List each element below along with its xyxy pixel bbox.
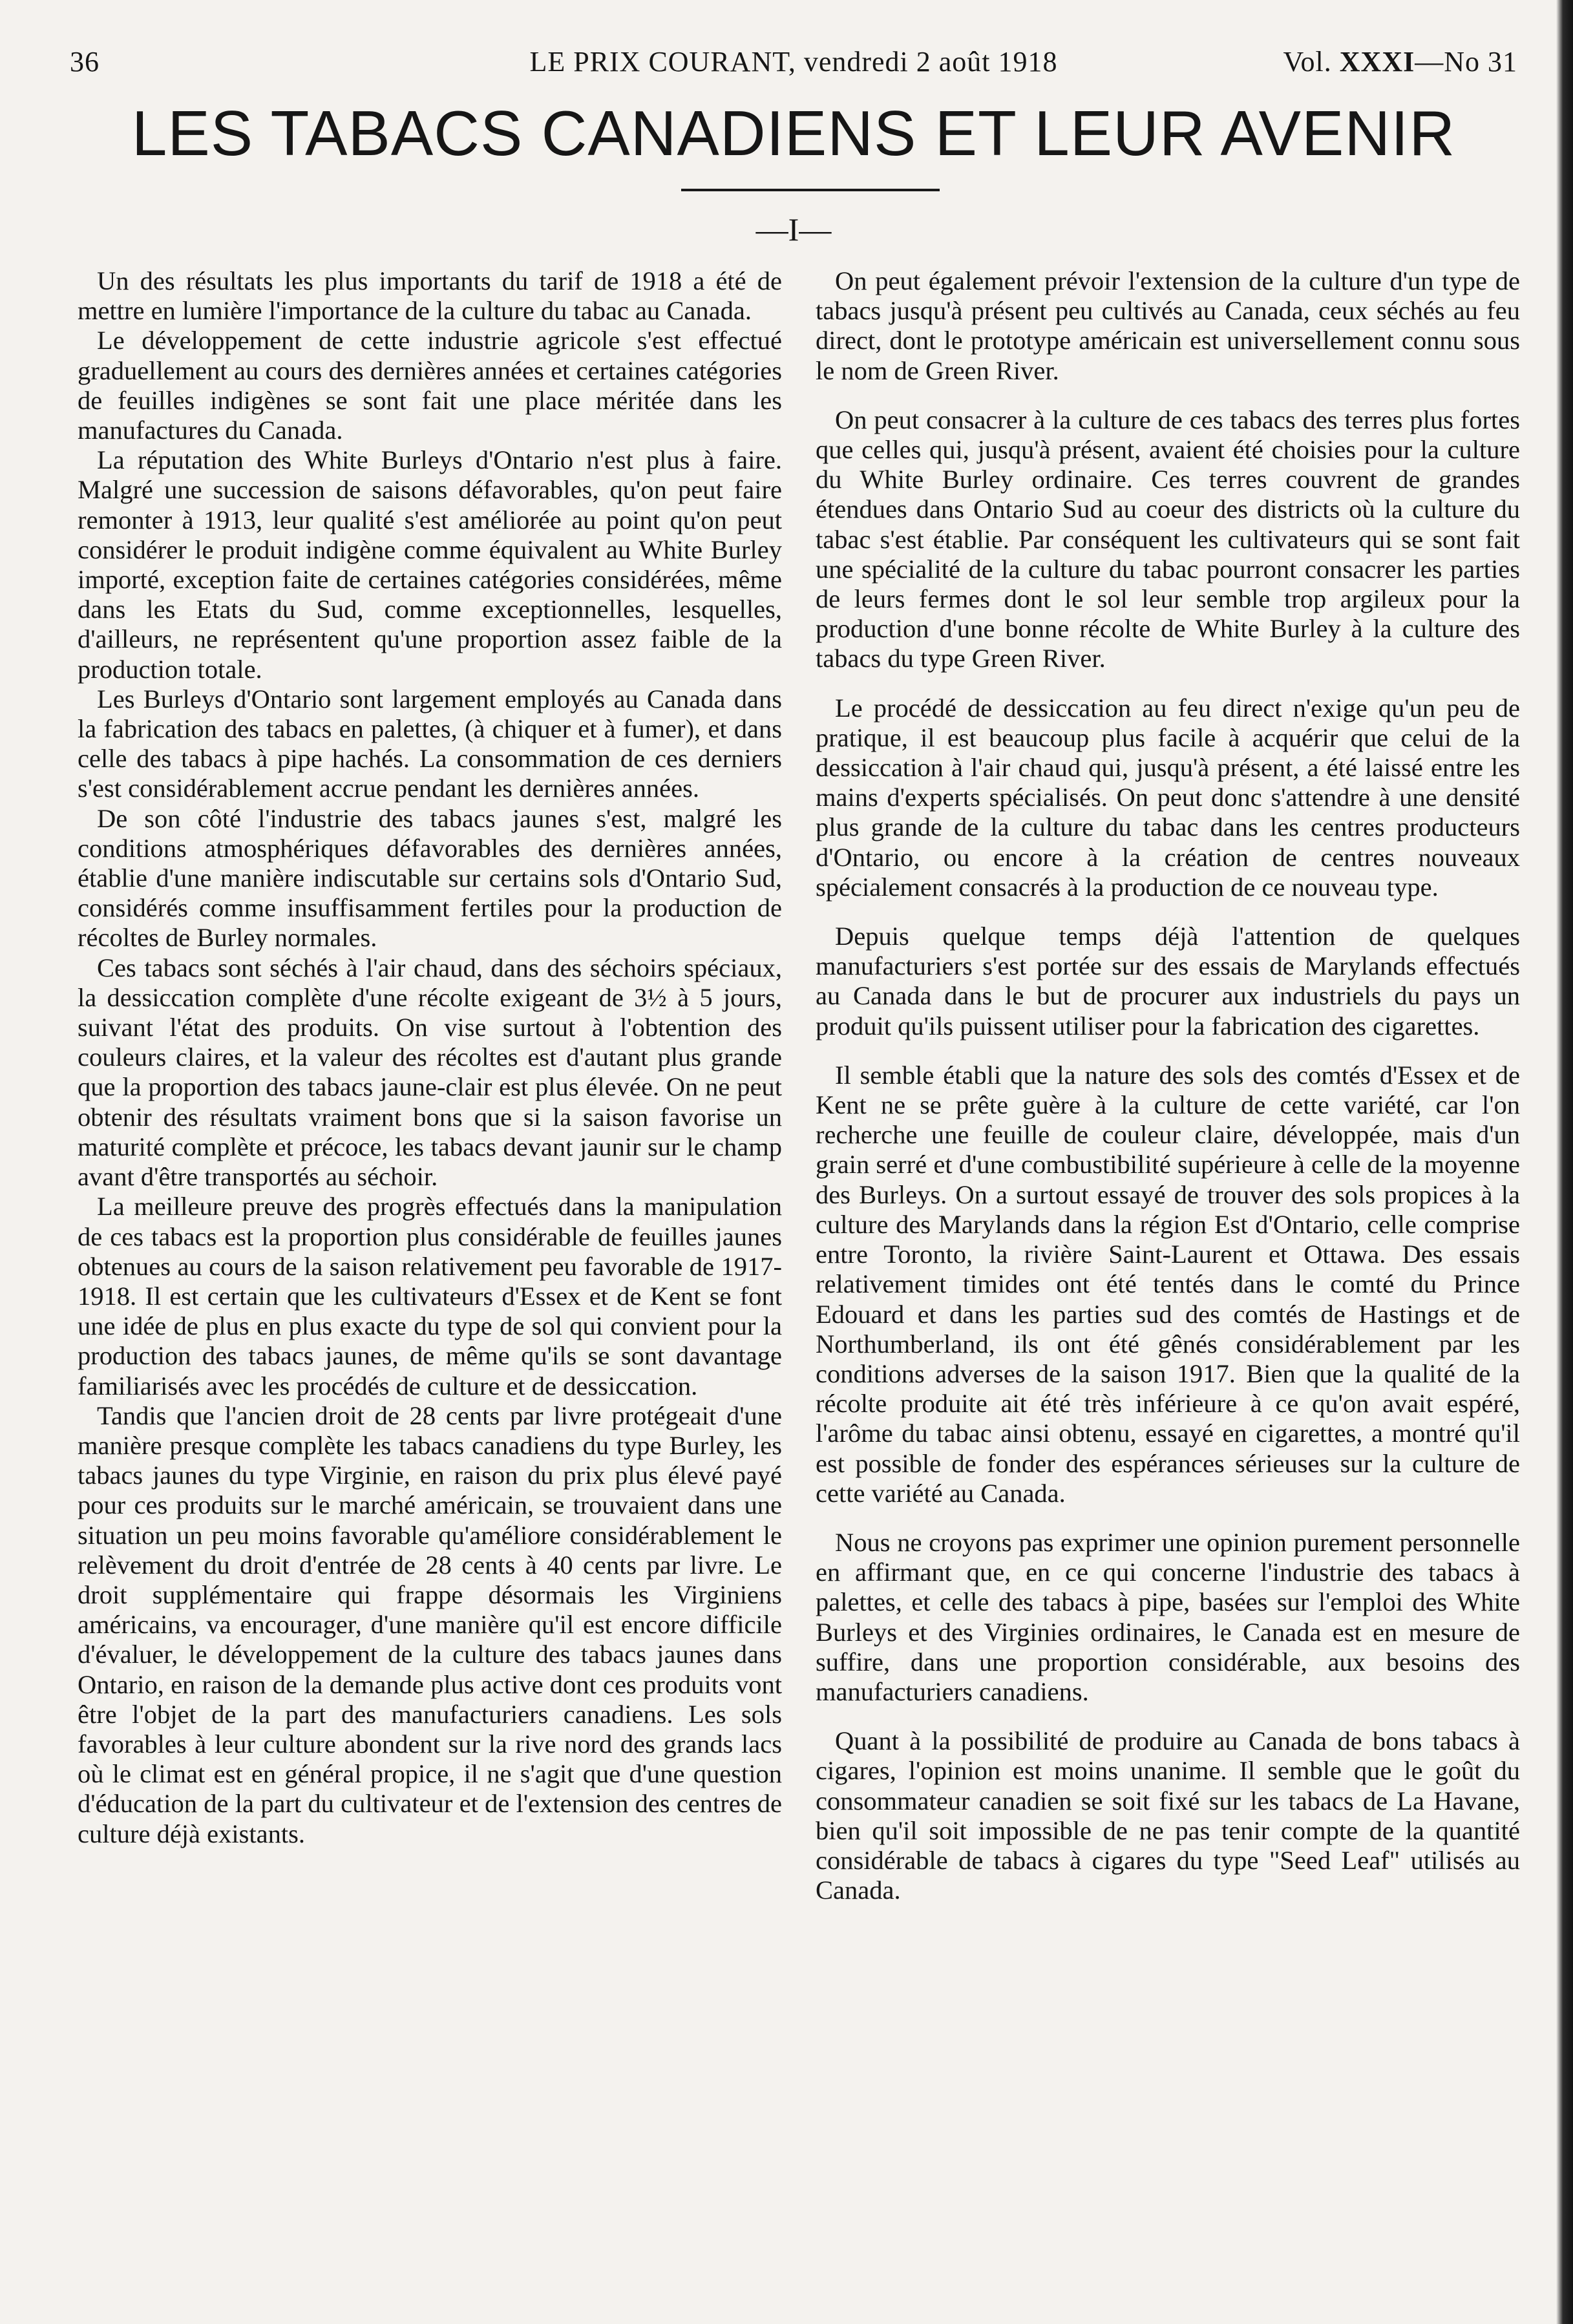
issue-number: —No 31 (1415, 46, 1517, 78)
part-number: —I— (755, 211, 832, 248)
article-title: LES TABACS CANADIENS ET LEUR AVENIR (131, 98, 1456, 169)
paragraph: Quant à la possibilité de produire au Canada de bons tabacs à cigares, l'opinion est moins unanime. Il semble que le goût du consommateur canadien se soit fixé sur les tabacs de La Havane, bien qu'il soit impossible de ne pas tenir compte de la quantité considérable de tabacs à cigares du type "Seed Leaf" utilisés au Canada. (816, 1726, 1520, 1905)
paragraph: Nous ne croyons pas exprimer une opinion purement personnelle en affirmant que, en ce qui concerne l'industrie des tabacs à palettes, et celle des tabacs à pipe, basées sur l'emploi des White Burleys et des Virginies ordinaires, le Canada est en mesure de suffire, dans une proportion considérable, aux besoins des manufacturiers canadiens. (816, 1527, 1520, 1706)
volume-prefix: Vol. (1283, 46, 1340, 78)
paragraph: On peut également prévoir l'extension de la culture d'un type de tabacs jusqu'à présent peu cultivés au Canada, ceux séchés au feu direct, dont le prototype américain est universellement connu sous le nom de Green River. (816, 266, 1520, 385)
left-column (78, 266, 782, 1849)
title-rule (681, 189, 940, 191)
publication-line: LE PRIX COURANT, vendredi 2 août 1918 (529, 46, 1058, 78)
paragraph: La meilleure preuve des progrès effectués dans la manipulation de ces tabacs est la proportion plus considérable de feuilles jaunes obtenues au cours de la saison relativement peu favorable de 1917-1918. Il est certain que les cultivateurs d'Essex et de Kent se font une idée de plus en plus exacte du type de sol qui convient pour la production des tabacs jaunes, de même qu'ils se sont davantage familiarisés avec les procédés de culture et de dessiccation. (78, 1192, 782, 1400)
paragraph: Ces tabacs sont séchés à l'air chaud, dans des séchoirs spéciaux, la dessiccation complète d'une récolte exigeant de 3½ à 5 jours, suivant l'état des produits. On vise surtout à l'obtention des couleurs claires, et la valeur des récoltes est d'autant plus grande que la proportion des tabacs jaune-clair est plus élevée. On ne peut obtenir des résultats vraiment bons que si la saison favorise un maturité complète et précoce, les tabacs devant jaunir sur le champ avant d'être transportés au séchoir. (78, 953, 782, 1192)
volume-number: XXXI (1339, 46, 1415, 78)
right-column (816, 266, 1520, 1905)
paragraph: De son côté l'industrie des tabacs jaunes s'est, malgré les conditions atmosphériques défavorables des dernières années, établie d'une manière indiscutable sur certains sols d'Ontario Sud, considérés comme insuffisamment fertiles pour la production de récoltes de Burley normales. (78, 803, 782, 953)
paragraph: Le procédé de dessiccation au feu direct n'exige qu'un peu de pratique, il est beaucoup plus facile à acquérir que celui de la dessiccation à l'air chaud qui, jusqu'à présent, a été laissé entre les mains d'experts spécialisés. On peut donc s'attendre à une densité plus grande de la culture du tabac dans les centres producteurs d'Ontario, ou encore à la création de centres nouveaux spécialement consacrés à la production de ce nouveau type. (816, 693, 1520, 902)
paragraph: Depuis quelque temps déjà l'attention de quelques manufacturiers s'est portée sur des essais de Marylands effectués au Canada dans le but de procurer aux industriels du pays un produit qu'ils puissent utiliser pour la fabrication des cigarettes. (816, 922, 1520, 1041)
paragraph: La réputation des White Burleys d'Ontario n'est plus à faire. Malgré une succession de saisons défavorables, qu'on peut faire remonter à 1913, leur qualité s'est améliorée au point qu'on peut considérer le produit indigène comme équivalent au White Burley importé, exception faite de certaines catégories considérées, même dans les Etats du Sud, comme exceptionnelles, lesquelles, d'ailleurs, ne représentent qu'une proportion assez faible de la production totale. (78, 445, 782, 684)
running-header (70, 45, 1517, 84)
paragraph: Les Burleys d'Ontario sont largement employés au Canada dans la fabrication des tabacs en palettes, (à chiquer et à fumer), et dans celle des tabacs à pipe hachés. La consommation de ces derniers s'est considérablement accrue pendant les dernières années. (78, 684, 782, 803)
page-number: 36 (70, 46, 100, 78)
paragraph: Un des résultats les plus importants du tarif de 1918 a été de mettre en lumière l'importance de la culture du tabac au Canada. (78, 266, 782, 326)
paragraph: Le développement de cette industrie agricole s'est effectué graduellement au cours des dernières années et certaines catégories de feuilles indigènes se sont fait une place méritée dans les manufactures du Canada. (78, 326, 782, 445)
paragraph: Il semble établi que la nature des sols des comtés d'Essex et de Kent ne se prête guère à la culture de cette variété, car l'on recherche une feuille de couleur claire, développée, mais d'un grain serré et d'une combustibilité supérieure à celle de la moyenne des Burleys. On a surtout essayé de trouver des sols propices à la culture des Marylands dans la région Est d'Ontario, celle comprise entre Toronto, la rivière Saint-Laurent et Ottawa. Des essais relativement timides ont été tentés dans le comté du Prince Edouard et dans les parties sud des comtés de Hastings et de Northumberland, ils ont été gênés considérablement par les conditions adverses de la saison 1917. Bien que la qualité de la récolte produite ait été très inférieure à ce qu'on avait espéré, l'arôme du tabac ainsi obtenu, essayé en cigarettes, a montré qu'il est possible de fonder des espérances sérieuses sur la culture de cette variété au Canada. (816, 1060, 1520, 1508)
paragraph: Tandis que l'ancien droit de 28 cents par livre protégeait d'une manière presque complète les tabacs canadiens du type Burley, les tabacs jaunes du type Virginie, en raison du prix plus élevé payé pour ces produits sur le marché américain, se trouvaient dans une situation un peu moins favorable qu'améliore considérablement le relèvement du droit d'entrée de 28 cents à 40 cents par livre. Le droit supplémentaire qui frappe désormais les Virginiens américains, va encourager, d'une manière qu'il est encore difficile d'évaluer, le développement de la culture des tabacs jaunes dans Ontario, en raison de la demande plus active dont ces produits vont être l'objet de la part des manufacturiers canadiens. Les sols favorables à leur culture abondent sur la rive nord des grands lacs où le climat est en général propice, il ne s'agit que d'une question d'éducation de la part du cultivateur et de l'extension des centres de culture déjà existants. (78, 1400, 782, 1848)
paragraph: On peut consacrer à la culture de ces tabacs des terres plus fortes que celles qui, jusqu'à présent, avaient été choisies pour la culture du White Burley ordinaire. Ces terres couvrent de grandes étendues dans Ontario Sud au coeur des districts où la culture du tabac s'est établie. Par conséquent les cultivateurs qui se sont fait une spécialité de la culture du tabac pourront consacrer les parties de leurs fermes dont le sol leur semble trop argileux pour la production d'une bonne récolte de White Burley à la culture des tabacs du type Green River. (816, 405, 1520, 673)
volume-issue (1283, 45, 1517, 78)
scan-edge-shadow (1556, 0, 1573, 2324)
